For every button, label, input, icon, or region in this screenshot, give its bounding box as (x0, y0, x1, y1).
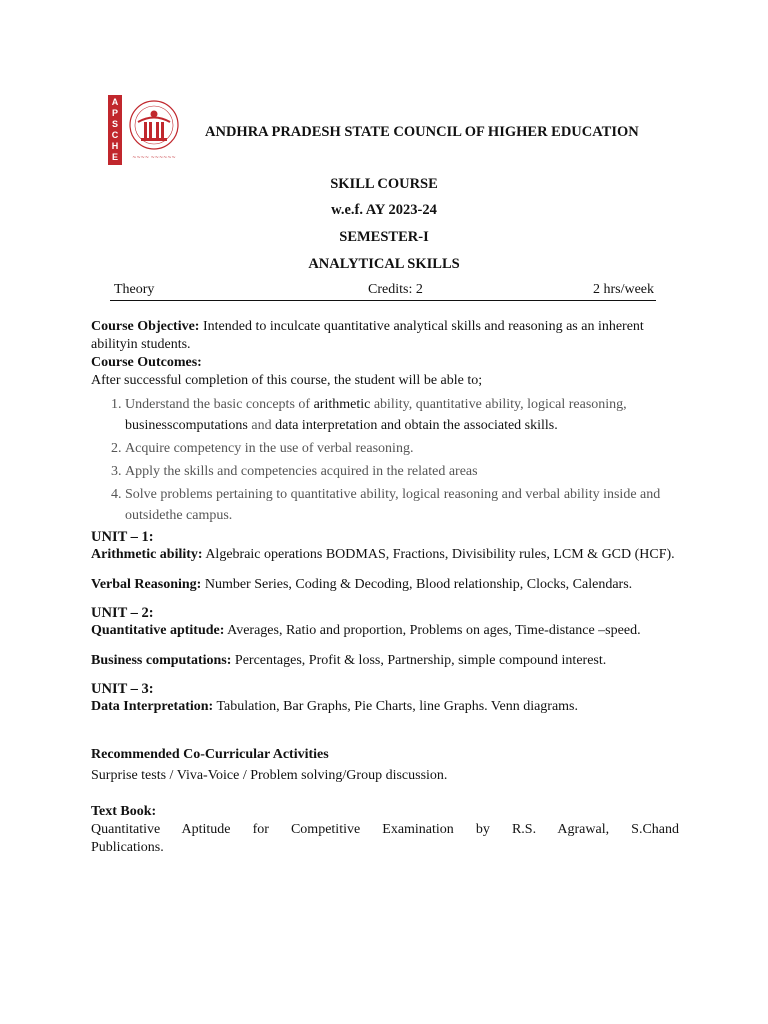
outcome-text: Understand the basic concepts of (125, 397, 314, 412)
apsche-seal-icon (108, 95, 190, 165)
course-objective (91, 318, 679, 354)
credits-label: Credits: 2 (368, 282, 423, 297)
outcome-item: 2. Acquire competency in the use of verbal reasoning. (125, 438, 679, 459)
theory-label: Theory (114, 282, 155, 297)
hours-label: 2 hrs/week (592, 282, 654, 297)
topic-text: Algebraic operations BODMAS, Fractions, Divisibility rules, LCM & GCD (HCF). (202, 547, 675, 562)
svg-text:P: P (111, 108, 119, 118)
outcomes-intro: After successful completion of this course, the student will be able to; (91, 373, 483, 388)
unit-title: UNIT – 2: (91, 605, 154, 621)
outcome-text: and (247, 418, 276, 433)
topic-label: Arithmetic ability: (91, 547, 203, 562)
svg-text:~~~~ ~~~~~~: ~~~~ ~~~~~~ (132, 155, 176, 161)
outcome-text: data interpretation and obtain the associated skills. (275, 418, 558, 433)
objective-label: Course Objective: (91, 319, 200, 334)
semester: SEMESTER-I (339, 229, 429, 245)
outcome-text: ability, quantitative ability, logical reasoning, (370, 397, 627, 412)
outcomes-list (91, 394, 679, 526)
topic-text: Averages, Ratio and proportion, Problems on ages, Time-distance –speed. (224, 623, 641, 638)
outcome-item: 3. Apply the skills and competencies acquired in the related areas (125, 461, 679, 482)
textbook-line: Quantitative Aptitude for Competitive Examination by R.S. Agrawal, S.Chand (91, 822, 679, 837)
topic-label: Business computations: (91, 653, 232, 668)
unit-topic (91, 622, 679, 640)
unit-topic (91, 576, 679, 594)
outcome-item (125, 394, 679, 436)
textbook-line: Publications. (91, 840, 164, 855)
unit-topic (91, 652, 679, 670)
course-title: ANALYTICAL SKILLS (308, 256, 460, 272)
apsche-logo (108, 95, 190, 165)
textbook-heading: Text Book: (91, 804, 157, 819)
svg-text:E: E (111, 152, 119, 162)
svg-text:S: S (111, 119, 119, 129)
unit-topic (91, 698, 679, 716)
unit-title: UNIT – 1: (91, 529, 154, 545)
outcome-text: businesscomputations (125, 418, 248, 433)
topic-label: Data Interpretation: (91, 699, 214, 714)
topic-label: Verbal Reasoning: (91, 577, 202, 592)
topic-text: Percentages, Profit & loss, Partnership, simple compound interest. (231, 653, 607, 668)
course-meta-row (110, 282, 656, 301)
outcome-text: arithmetic (313, 397, 371, 412)
svg-text:A: A (111, 97, 119, 107)
unit-title: UNIT – 3: (91, 681, 154, 697)
outcome-item: 4. Solve problems pertaining to quantitative ability, logical reasoning and verbal ability inside and outsidethe campus. (125, 484, 679, 526)
activities-heading: Recommended Co-Curricular Activities (91, 747, 329, 762)
topic-text: Number Series, Coding & Decoding, Blood relationship, Clocks, Calendars. (201, 577, 633, 592)
activities-text: Surprise tests / Viva-Voice / Problem solving/Group discussion. (91, 768, 448, 783)
effective-year: w.e.f. AY 2023-24 (331, 202, 437, 218)
syllabus-content (91, 318, 679, 857)
objective-text: Intended to inculcate quantitative analytical skills and reasoning as an inherent abilityin students. (91, 319, 644, 352)
unit-topic (91, 546, 679, 564)
topic-label: Quantitative aptitude: (91, 623, 225, 638)
svg-text:C: C (111, 130, 119, 140)
course-type: SKILL COURSE (330, 176, 438, 192)
council-name: ANDHRA PRADESH STATE COUNCIL OF HIGHER EDUCATION (205, 124, 639, 140)
topic-text: Tabulation, Bar Graphs, Pie Charts, line Graphs. Venn diagrams. (213, 699, 579, 714)
svg-text:H: H (111, 141, 119, 151)
outcomes-heading: Course Outcomes: (91, 355, 202, 370)
